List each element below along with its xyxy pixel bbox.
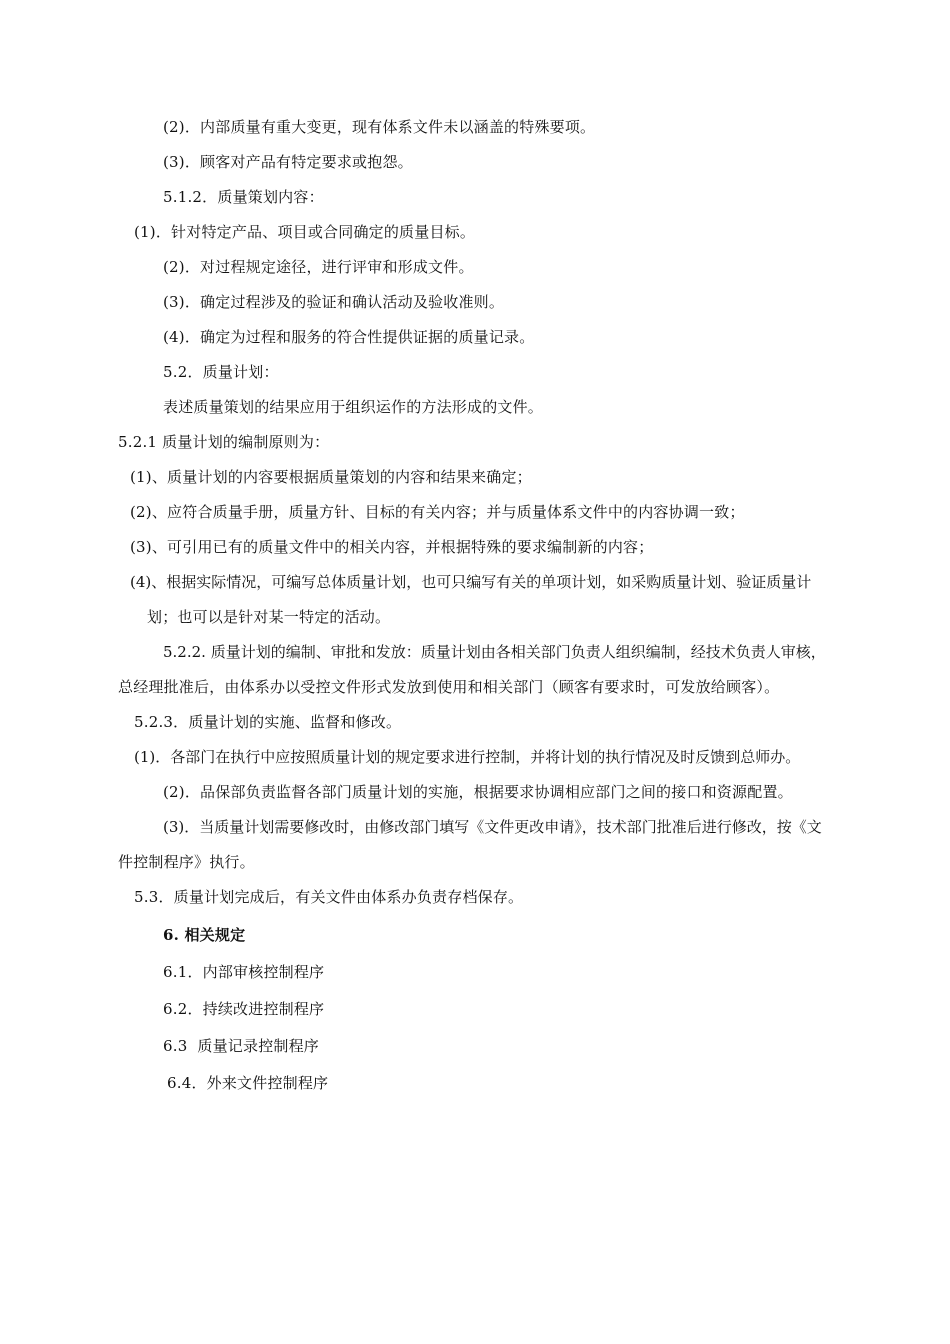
- section-heading: 5.2．质量计划：: [163, 363, 279, 381]
- text-line: (1)．针对特定产品、项目或合同确定的质量目标。: [134, 223, 476, 241]
- text-line: (3)、可引用已有的质量文件中的相关内容，并根据特殊的要求编制新的内容；: [130, 538, 654, 556]
- text-line: (2)、应符合质量手册，质量方针、目标的有关内容；并与质量体系文件中的内容协调一致；: [130, 503, 745, 521]
- text-line: (3)．顾客对产品有特定要求或抱怨。: [163, 153, 413, 171]
- text-line: 总经理批准后，由体系办以受控文件形式发放到使用和相关部门（顾客有要求时，可发放给顾客）。: [118, 678, 780, 696]
- text-line: 表述质量策划的结果应用于组织运作的方法形成的文件。: [163, 398, 544, 416]
- list-item: 6.2．持续改进控制程序: [163, 1000, 325, 1018]
- text-line: 5.2.2. 质量计划的编制、审批和发放：质量计划由各相关部门负责人组织编制，经技术负责人审核，: [163, 643, 826, 661]
- list-item: 6.3 质量记录控制程序: [163, 1037, 319, 1055]
- text-line: (4)、根据实际情况，可编写总体质量计划，也可只编写有关的单项计划，如采购质量计划、验证质量计: [130, 573, 812, 591]
- text-line: (2)．内部质量有重大变更，现有体系文件未以涵盖的特殊要项。: [163, 118, 596, 136]
- section-heading: 5.2.1 质量计划的编制原则为：: [118, 433, 330, 451]
- section-heading: 6. 相关规定: [163, 926, 246, 944]
- text-line: 件控制程序》执行。: [118, 853, 255, 871]
- section-heading: 5.2.3．质量计划的实施、监督和修改。: [134, 713, 402, 731]
- text-line: (1)．各部门在执行中应按照质量计划的规定要求进行控制，并将计划的执行情况及时反馈到总师办。: [134, 748, 801, 766]
- text-line: (1)、质量计划的内容要根据质量策划的内容和结果来确定；: [130, 468, 532, 486]
- text-line: (2)．对过程规定途径，进行评审和形成文件。: [163, 258, 474, 276]
- text-line: (3)．当质量计划需要修改时，由修改部门填写《文件更改申请》，技术部门批准后进行修改，按《文: [163, 818, 822, 836]
- section-heading: 5.1.2．质量策划内容：: [163, 188, 324, 206]
- text-line: 划；也可以是针对某一特定的活动。: [147, 608, 391, 626]
- list-item: 6.1．内部审核控制程序: [163, 963, 325, 981]
- text-line: (3)．确定过程涉及的验证和确认活动及验收准则。: [163, 293, 505, 311]
- list-item: 6.4．外来文件控制程序: [167, 1074, 329, 1092]
- text-line: (4)．确定为过程和服务的符合性提供证据的质量记录。: [163, 328, 535, 346]
- text-line: (2)．品保部负责监督各部门质量计划的实施，根据要求协调相应部门之间的接口和资源配置。: [163, 783, 793, 801]
- text-line: 5.3．质量计划完成后，有关文件由体系办负责存档保存。: [134, 888, 524, 906]
